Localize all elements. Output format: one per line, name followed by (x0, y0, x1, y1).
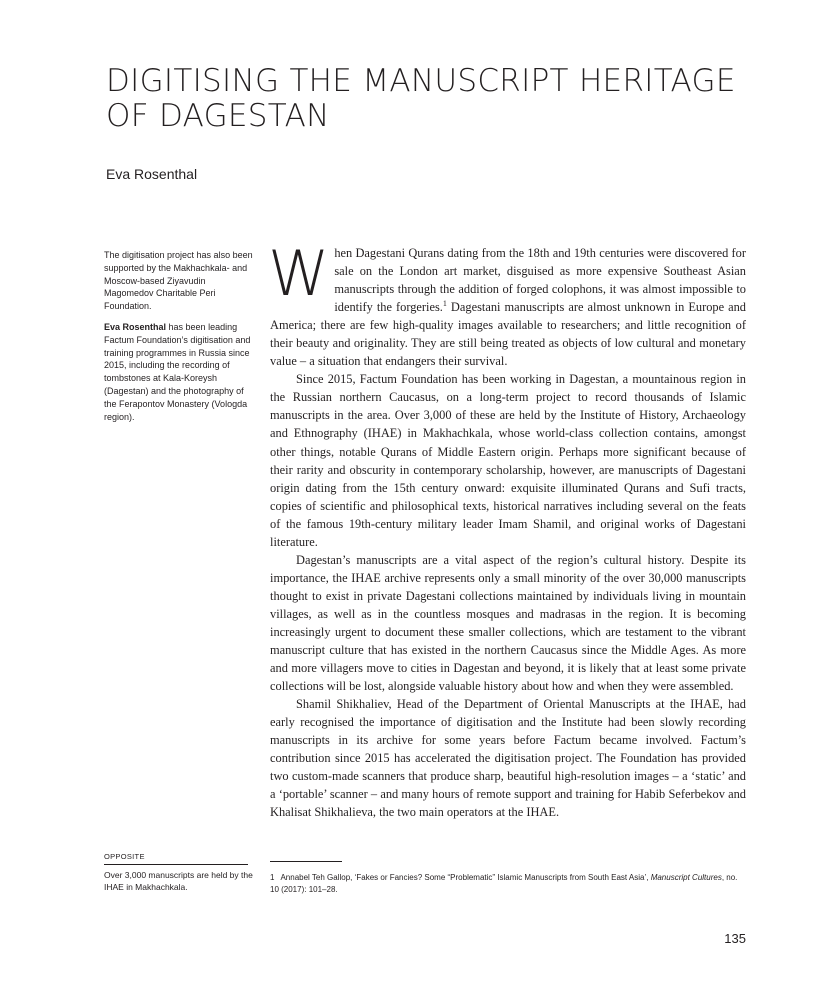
footnote-divider (270, 861, 342, 862)
paragraph-1-text-a: hen Dagestani Qurans dating from the 18th and 19th centuries were discovered for sale on the London art market, disguised as more expensive Southeast Asian manuscripts through the addition of forged colophons, it was almost impossible to identify the forgeries. (334, 246, 746, 315)
image-caption: Over 3,000 manuscripts are held by the IHAE in Makhachkala. (104, 870, 253, 892)
opposite-label: OPPOSITE (104, 852, 145, 861)
paragraph-1 (268, 237, 746, 370)
sidenote-bio (104, 321, 254, 423)
author-name: Eva Rosenthal (106, 166, 198, 182)
footnote-text-b: , no. 10 (2017): 101–28. (270, 873, 738, 894)
page-number: 135 (724, 931, 746, 946)
sidenote-bio-name: Eva Rosenthal (104, 321, 167, 332)
footnote-number: 1 (270, 873, 275, 882)
article-body (268, 237, 746, 822)
sidenote-support: The digitisation project has also been supported by the Makhachkala- and Moscow-based Ziyavudin Magomedov Charitable Peri Foundation. (104, 250, 253, 312)
drop-cap: W (268, 237, 330, 310)
sidenote (104, 249, 254, 431)
footnote-reference[interactable]: 1 (442, 299, 447, 309)
article-title: DIGITISING THE MANUSCRIPT HERITAGE OF DAGESTAN (106, 63, 736, 134)
paragraph-2: Since 2015, Factum Foundation has been working in Dagestan, a mountainous region in the Russian northern Caucasus, on a long-term project to record thousands of Islamic manuscripts in the area. Over 3,000 of these are held by the Institute of History, Archaeology and Ethnography (IHAE) in Makhachkala, whose world-class collection contains, amongst other things, notable Qurans of Middle Eastern origin. Perhaps more significant because of their rarity and obscurity in contemporary scholarship, however, are manuscripts of Dagestani origin dating from the 15th century onward: exquisite illuminated Qurans and Sufi tracts, copies of scientific and philosophical texts, historical narratives including several on the feats of the famous 19th-century military leader Imam Shamil, and original works of Dagestani literature. (270, 372, 746, 549)
paragraph-3: Dagestan’s manuscripts are a vital aspect of the region’s cultural history. Despite its importance, the IHAE archive represents only a small minority of the over 30,000 manuscripts thought to exist in private Dagestani collections maintained by individuals living in mountain villages, as well as in the countless mosques and madrasas in the region. It is becoming increasingly urgent to document these smaller collections, which are testament to the vibrant manuscript culture that has existed in the northern Caucasus since the Middle Ages. As more and more villagers move to cities in Dagestan and beyond, it is likely that at least some private collections will be lost, alongside valuable history about how and when they were assembled. (270, 552, 746, 694)
footnote-text-a: Annabel Teh Gallop, ‘Fakes or Fancies? Some “Problematic” Islamic Manuscripts from South East Asia’, (280, 873, 651, 882)
footnote (270, 872, 746, 896)
paragraph-1-text-b: Dagestani manuscripts are almost unknown in Europe and America; there are few high-quality images available to researchers; and little recognition of their beauty and originality. They are still being treated as objects of low cultural and monetary value – a situation that endangers their survival. (270, 300, 746, 369)
opposite-divider (104, 864, 248, 865)
paragraph-4: Shamil Shikhaliev, Head of the Department of Oriental Manuscripts at the IHAE, had early recognised the importance of digitisation and the Institute had been slowly recording manuscripts in its archive for some years before Factum became involved. Factum’s contribution since 2015 has accelerated the digitisation project. The Foundation has provided two custom-made scanners that produce sharp, beautiful high-resolution images – a ‘static’ and a ‘portable’ scanner – and many hours of remote support and training for Habib Seferbekov and Khalisat Shikhalieva, the two main operators at the IHAE. (270, 697, 746, 820)
footnote-journal: Manuscript Cultures (650, 873, 722, 882)
sidenote-bio-text: has been leading Factum Foundation’s digitisation and training programmes in Russia since 2015, including the recording of tombstones at Kala-Koreysh (Dagestan) and the photography of the Ferapontov Monastery (Vologda region). (104, 321, 251, 422)
